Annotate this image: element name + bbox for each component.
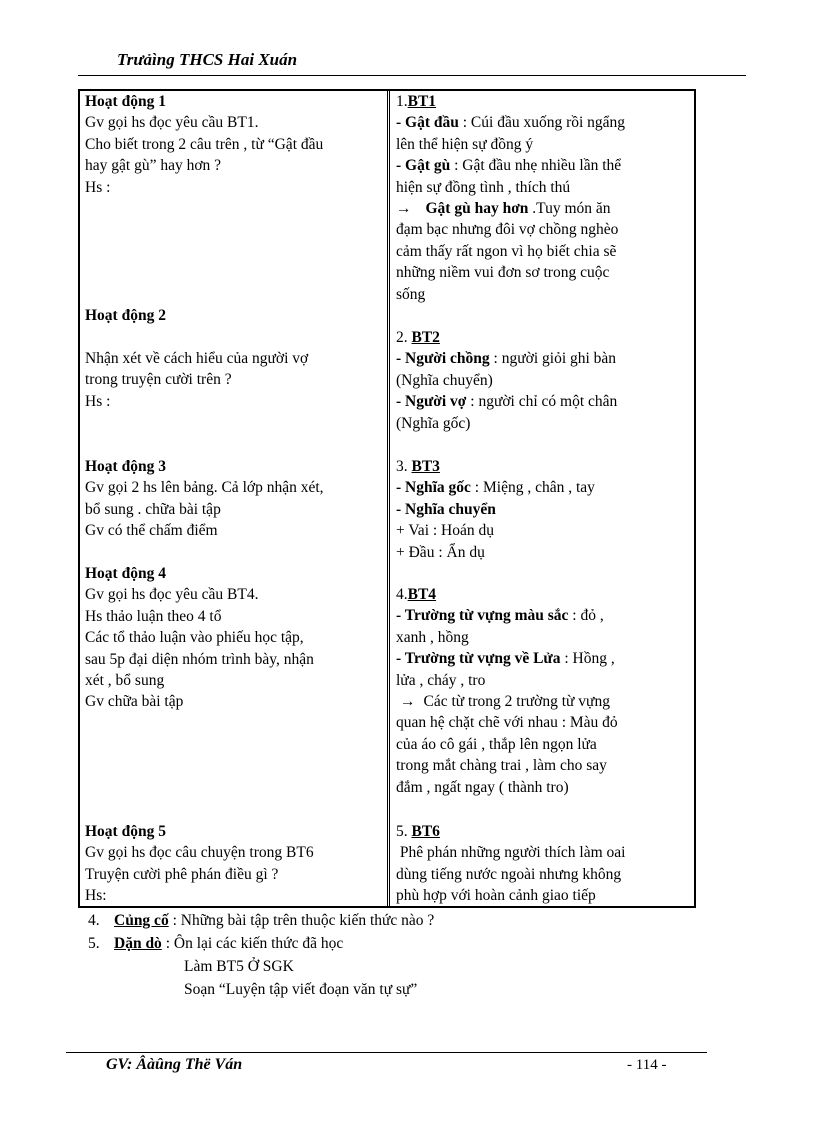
exercise-bt4	[396, 584, 618, 798]
bt3-line: - Nghĩa chuyển	[396, 500, 496, 518]
bt6-line: phù hợp với hoàn cảnh giao tiếp	[396, 887, 596, 905]
bt6-line: Phê phán những người thích làm oai	[396, 844, 626, 862]
bt3-line: + Vai : Hoán dụ	[396, 522, 495, 540]
bt4-line: - Trường từ vựng màu sắc : đỏ ,	[396, 607, 604, 625]
activity-5	[85, 821, 314, 907]
bt3-line: + Đầu : Ẩn dụ	[396, 543, 485, 561]
bt1-line: - Gật gù : Gật đầu nhẹ nhiều lần thể	[396, 157, 622, 175]
activity-4-line: Các tổ thảo luận vào phiếu học tập,	[85, 629, 304, 647]
bt2-heading: 2. BT2	[396, 329, 440, 346]
activity-1-title: Hoạt động 1	[85, 93, 166, 110]
exercise-bt2	[396, 327, 617, 434]
exercise-bt1	[396, 91, 625, 305]
activity-3-line: Gv gọi 2 hs lên bảng. Cả lớp nhận xét,	[85, 479, 324, 497]
activity-3-line: bổ sung . chữa bài tập	[85, 500, 221, 518]
bt4-line: đắm , ngất ngay ( thành tro)	[396, 778, 569, 796]
activity-2-title: Hoạt động 2	[85, 307, 166, 324]
bt4-line: trong mắt chàng trai , làm cho say	[396, 757, 607, 775]
activity-2-line: Nhận xét về cách hiểu của người vợ	[85, 349, 309, 367]
bt2-line: (Nghĩa gốc)	[396, 414, 471, 432]
header-rule	[78, 75, 746, 76]
activity-2-line: Hs :	[85, 392, 111, 410]
activity-4-line: Gv chữa bài tập	[85, 693, 184, 711]
bt4-heading: 4.BT4	[396, 586, 437, 603]
bt2-line: (Nghĩa chuyển)	[396, 371, 493, 389]
activity-4	[85, 563, 314, 713]
bt1-line: lên thể hiện sự đồng ý	[396, 135, 534, 153]
bt1-line: - Gật đầu : Cúi đầu xuống rồi ngẩng	[396, 114, 626, 132]
bt6-heading: 5. BT6	[396, 823, 440, 840]
footer-teacher: GV: Âàûng Thë Ván	[106, 1056, 243, 1073]
bt1-line: sống	[396, 285, 426, 303]
exercise-bt3	[396, 456, 595, 563]
activity-1-line: Cho biết trong 2 câu trên , từ “Gật đầu	[85, 135, 324, 153]
bt2-line: - Người vợ : người chỉ có một chân	[396, 393, 618, 411]
activity-4-line: sau 5p đại diện nhóm trình bày, nhận	[85, 650, 314, 668]
activity-3	[85, 456, 324, 542]
activity-4-line: Gv gọi hs đọc yêu cầu BT4.	[85, 586, 259, 604]
bt4-line: quan hệ chặt chẽ với nhau : Màu đỏ	[396, 714, 618, 732]
arrow-right-icon: →	[400, 693, 416, 711]
page-number: - 114 -	[627, 1057, 667, 1073]
activity-2-line: trong truyện cười trên ?	[85, 371, 232, 389]
activity-5-line: Gv gọi hs đọc câu chuyện trong BT6	[85, 844, 314, 862]
activity-1-line: Gv gọi hs đọc yêu cầu BT1.	[85, 114, 259, 132]
activity-2	[85, 305, 308, 412]
activity-4-title: Hoạt động 4	[85, 565, 166, 582]
activity-5-line: Hs:	[85, 887, 107, 905]
activity-1-line: hay gật gù” hay hơn ?	[85, 157, 222, 175]
activity-4-line: Hs thảo luận theo 4 tổ	[85, 607, 222, 625]
bt1-line: những niềm vui đơn sơ trong cuộc	[396, 264, 610, 282]
assignment-item: 5. Dặn dò : Ôn lại các kiến thức đã học	[88, 935, 344, 952]
bt1-conclusion: → Gật gù hay hơn .Tuy món ăn	[396, 198, 625, 219]
homework-list	[88, 909, 434, 1001]
activity-3-title: Hoạt động 3	[85, 458, 166, 475]
bt1-line: cảm thấy rất ngon vì họ biết chia sẽ	[396, 242, 617, 260]
bt1-line: hiện sự đồng tình , thích thú	[396, 178, 571, 196]
bt4-line: xanh , hồng	[396, 628, 469, 646]
bt2-line: - Người chồng : người giỏi ghi bàn	[396, 350, 617, 368]
exercise-bt6	[396, 821, 625, 907]
bt6-line: dùng tiếng nước ngoài nhưng không	[396, 865, 622, 883]
activity-1-line: Hs :	[85, 178, 111, 196]
column-divider	[387, 89, 390, 908]
assignment-subitem: Soạn “Luyện tập viết đoạn văn tự sự”	[184, 981, 418, 998]
bt3-line: - Nghĩa gốc : Miệng , chân , tay	[396, 479, 595, 497]
bt4-line: lửa , cháy , tro	[396, 671, 486, 689]
bt4-line: của áo cô gái , thắp lên ngọn lửa	[396, 735, 597, 753]
activity-1	[85, 91, 323, 198]
activity-4-line: xét , bổ sung	[85, 672, 165, 690]
activity-3-line: Gv có thể chấm điểm	[85, 522, 218, 540]
bt1-line: đạm bạc nhưng đôi vợ chồng nghèo	[396, 221, 619, 239]
bt1-heading: 1.BT1	[396, 93, 437, 110]
arrow-right-icon: →	[396, 200, 412, 218]
header-school-name: Trưảìng THCS Hai Xuán	[117, 50, 298, 69]
consolidation-item: 4. Củng cố : Những bài tập trên thuộc kiến thức nào ?	[88, 912, 435, 929]
assignment-subitem: Làm BT5 Ở SGK	[184, 958, 294, 975]
bt4-line: - Trường từ vựng về Lửa : Hồng ,	[396, 650, 615, 668]
bt3-heading: 3. BT3	[396, 458, 440, 475]
bt4-conclusion: → Các từ trong 2 trường từ vựng	[396, 691, 618, 712]
footer-rule	[66, 1052, 707, 1053]
activity-5-line: Truyện cười phê phán điều gì ?	[85, 865, 279, 883]
activity-5-title: Hoạt động 5	[85, 823, 166, 840]
